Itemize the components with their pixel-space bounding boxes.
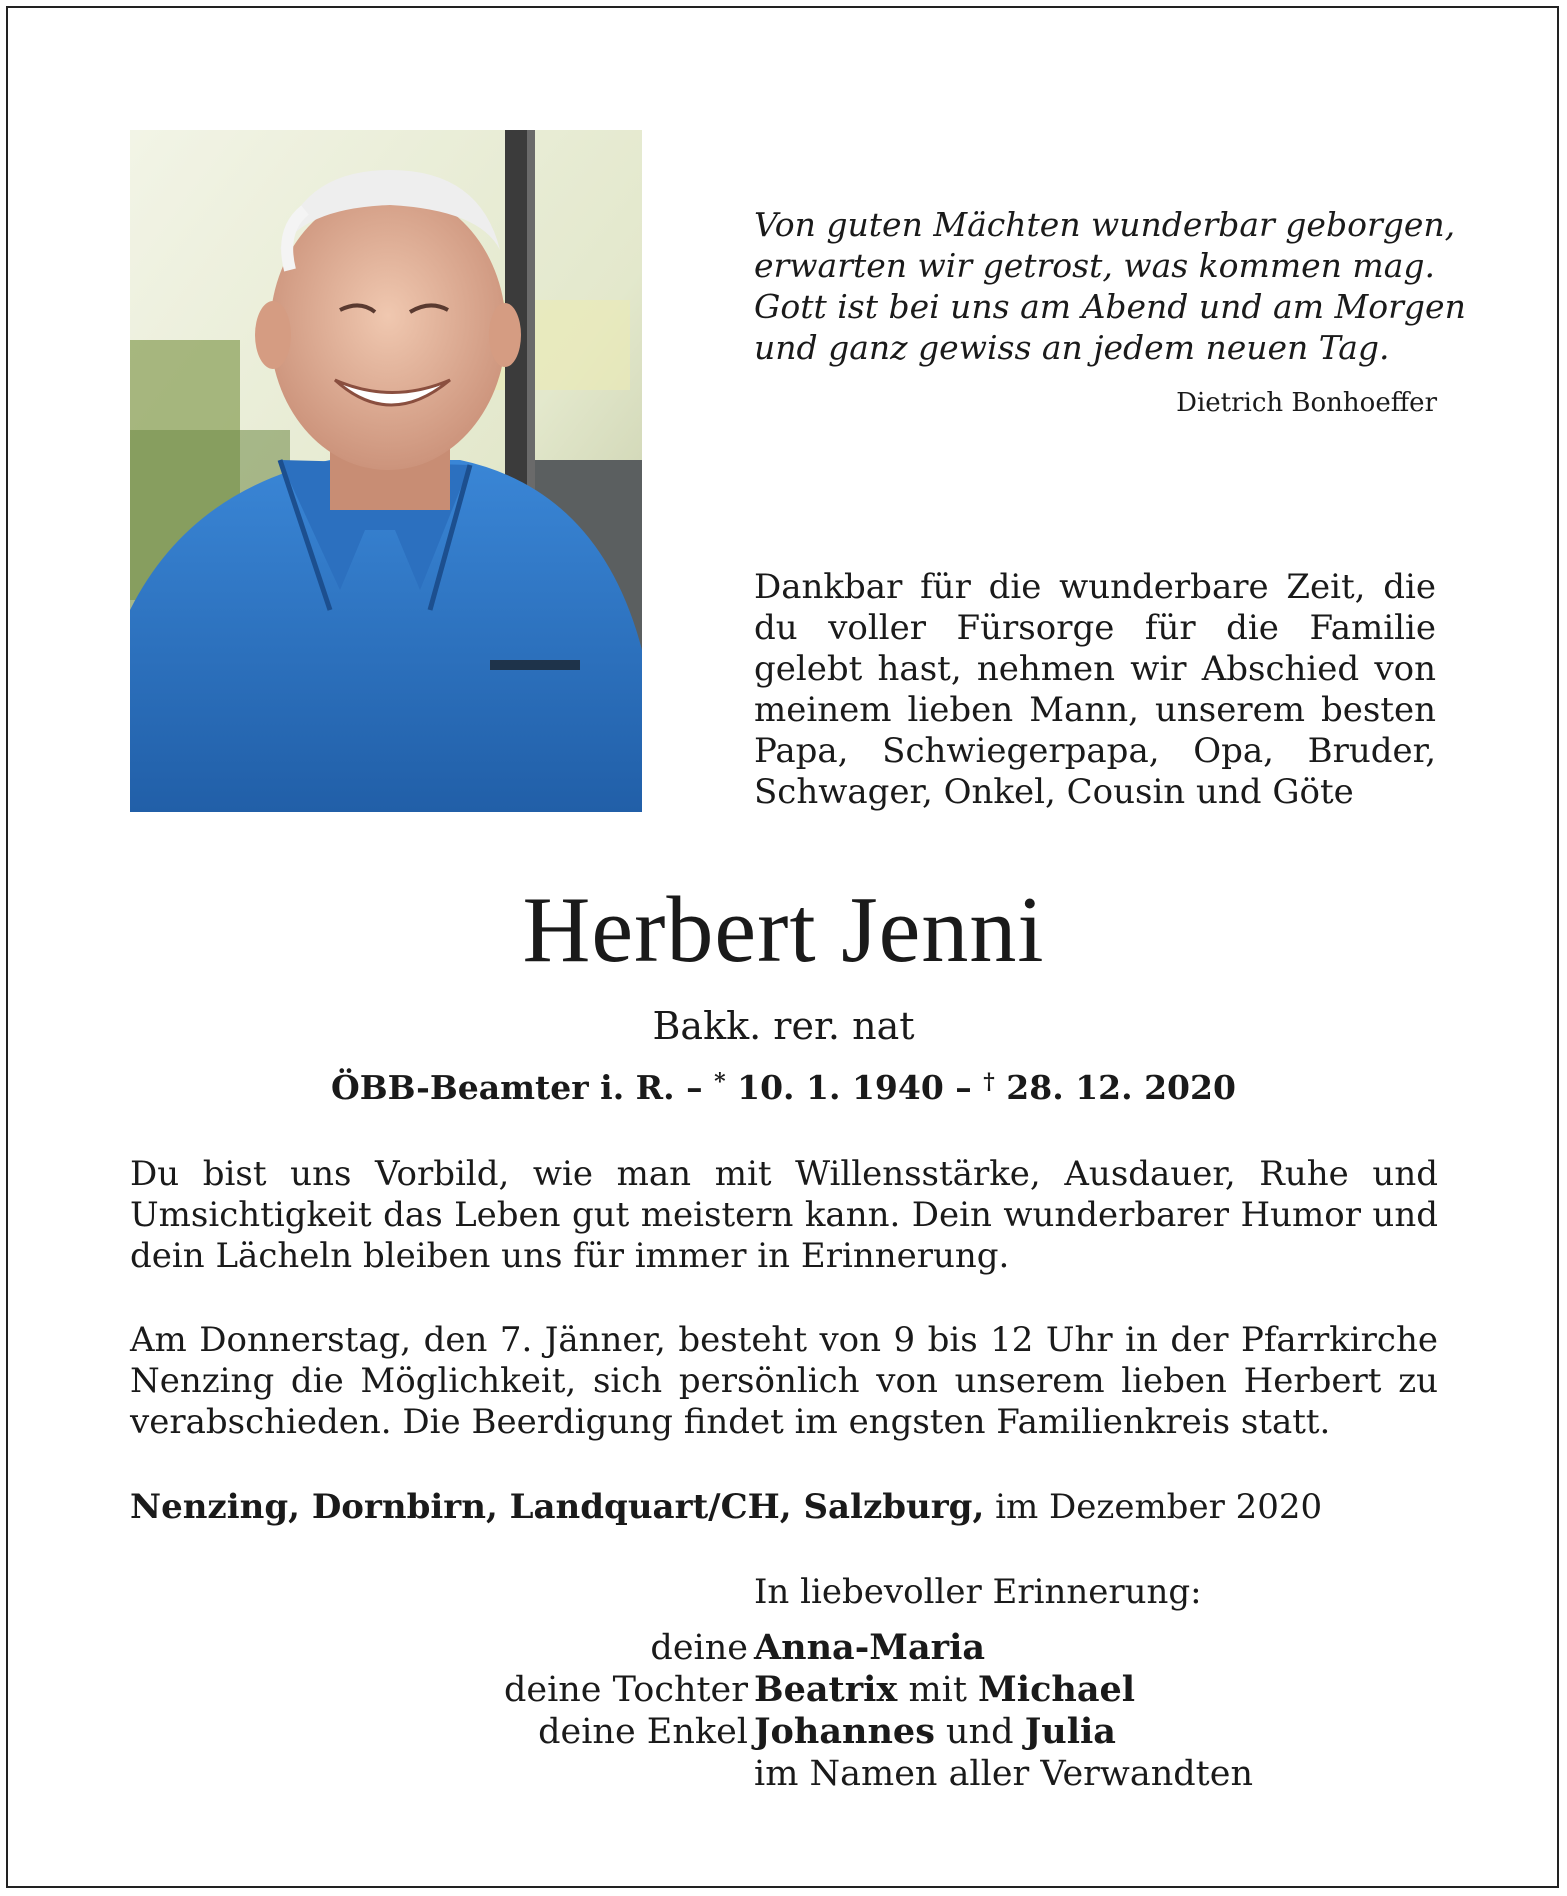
mourner-name: Anna-Maria	[754, 1627, 986, 1668]
verse-line: erwarten wir getrost, was kommen mag.	[754, 246, 1435, 285]
mourner-names	[754, 1627, 985, 1669]
place-towns: Nenzing, Dornbirn, Landquart/CH, Salzburg,	[130, 1487, 985, 1527]
academic-degree: Bakk. rer. nat	[652, 1004, 915, 1048]
mourner-relation: deine Tochter	[503, 1670, 748, 1710]
portrait-image	[130, 130, 642, 812]
verse-line: und ganz gewiss an jedem neuen Tag.	[754, 328, 1390, 367]
birth-symbol: *	[714, 1069, 726, 1095]
quote-author: Dietrich Bonhoeffer	[1176, 388, 1437, 418]
occupation: ÖBB-Beamter i. R.	[331, 1068, 675, 1107]
mourner-names	[754, 1711, 1116, 1753]
portrait-photo	[130, 130, 642, 812]
life-dates: ÖBB-Beamter i. R. – * 10. 1. 1940 – † 28. 12. 2020	[331, 1068, 1236, 1107]
mourner-name: Beatrix	[754, 1669, 898, 1710]
farewell-paragraph: Am Donnerstag, den 7. Jänner, besteht von 9 bis 12 Uhr in der Pfarrkirche Nenzing die Möglichkeit, sich persönlich von unserem lieben Herbert zu verabschieden. Die Beerdigung findet im engsten Familienkreis statt.	[130, 1320, 1438, 1442]
death-symbol: †	[983, 1069, 995, 1095]
name-connector: und	[946, 1712, 1014, 1752]
name-connector: mit	[908, 1670, 967, 1710]
deceased-name: Herbert Jenni	[522, 878, 1045, 982]
bible-verse-quote	[754, 204, 1466, 368]
mourner-name: Julia	[1024, 1711, 1116, 1752]
remembrance-heading: In liebevoller Erinnerung:	[754, 1572, 1202, 1612]
tribute-paragraph: Du bist uns Vorbild, wie man mit Willensstärke, Ausdauer, Ruhe und Umsichtigkeit das Leben gut meistern kann. Dein wunderbarer Humor und dein Lächeln bleiben uns für immer in Erinnerung.	[130, 1154, 1438, 1276]
mourner-relation: deine	[650, 1628, 748, 1668]
mourner-relation: deine Enkel	[538, 1712, 748, 1752]
death-date: 28. 12. 2020	[1006, 1068, 1236, 1107]
verse-line: Gott ist bei uns am Abend und am Morgen	[754, 287, 1466, 326]
place-and-date	[130, 1487, 1322, 1527]
intro-text: Dankbar für die wunderbare Zeit, die du voller Fürsorge für die Familie gelebt hast, nehmen wir Abschied von meinem lieben Mann, unserem besten Papa, Schwiegerpapa, Opa, Bruder, Schwager, Onkel, Cousin und Göte	[754, 567, 1436, 812]
mourner-names	[754, 1669, 1135, 1711]
verse-line: Von guten Mächten wunderbar geborgen,	[754, 205, 1456, 244]
mourner-name: Johannes	[754, 1711, 935, 1752]
mourner-name: Michael	[978, 1669, 1136, 1710]
birth-date: 10. 1. 1940	[737, 1068, 944, 1107]
notice-date: im Dezember 2020	[995, 1487, 1323, 1527]
closing-line: im Namen aller Verwandten	[754, 1754, 1253, 1794]
